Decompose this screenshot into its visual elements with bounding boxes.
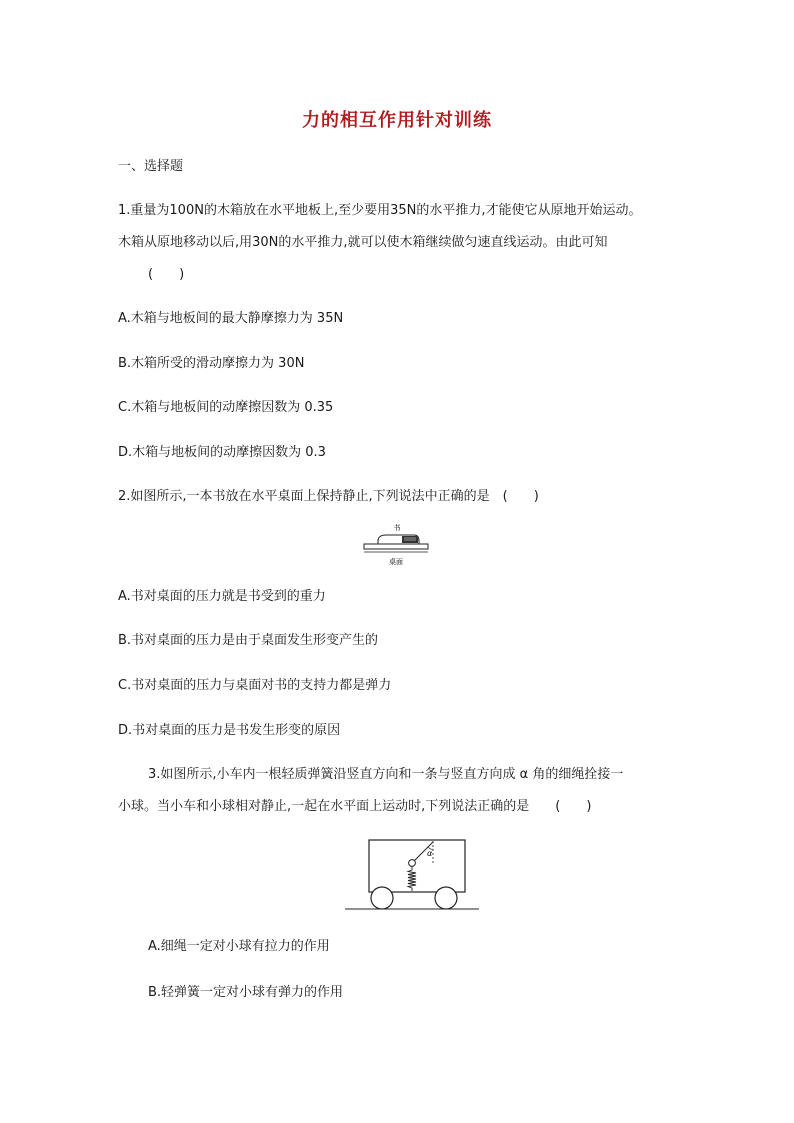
q1-option-d: D.木箱与地板间的动摩擦因数为 0.3 [118, 445, 326, 460]
q1-answer-bracket: ( ) [148, 267, 185, 282]
q2-option-c: C.书对桌面的压力与桌面对书的支持力都是弹力 [118, 678, 392, 693]
q1-stem-line2: 木箱从原地移动以后,用30N的水平推力,就可以使木箱继续做匀速直线运动。由此可知 [118, 235, 608, 250]
q3-option-b: B.轻弹簧一定对小球有弹力的作用 [148, 985, 344, 1000]
cart-body-drawing [369, 840, 465, 892]
q3-option-a: A.细绳一定对小球有拉力的作用 [148, 939, 330, 954]
book-drawing [378, 535, 419, 544]
q1-option-c: C.木箱与地板间的动摩擦因数为 0.35 [118, 400, 334, 415]
angle-alpha-label: α [427, 849, 433, 858]
q2-option-d: D.书对桌面的压力是书发生形变的原因 [118, 723, 341, 738]
book-label: 书 [393, 524, 401, 532]
q1-option-a: A.木箱与地板间的最大静摩擦力为 35N [118, 311, 344, 326]
section-heading: 一、选择题 [118, 159, 184, 174]
q3-stem-line2: 小球。当小车和小球相对静止,一起在水平面上运动时,下列说法正确的是 ( ) [118, 799, 592, 814]
table-surface-drawing [364, 544, 428, 552]
document-title: 力的相互作用针对训练 [302, 110, 492, 131]
ball-drawing [409, 860, 416, 867]
cart-spring-figure [340, 832, 490, 916]
q2-option-b: B.书对桌面的压力是由于桌面发生形变产生的 [118, 633, 379, 648]
q2-stem: 2.如图所示,一本书放在水平桌面上保持静止,下列说法中正确的是 ( ) [118, 489, 539, 504]
table-label: 桌面 [389, 558, 403, 566]
book-on-table-figure [356, 522, 436, 572]
q1-option-b: B.木箱所受的滑动摩擦力为 30N [118, 356, 305, 371]
q2-option-a: A.书对桌面的压力就是书受到的重力 [118, 589, 326, 604]
q3-stem-line1: 3.如图所示,小车内一根轻质弹簧沿竖直方向和一条与竖直方向成 α 角的细绳拴接一 [148, 767, 624, 782]
q1-stem-line1: 1.重量为100N的木箱放在水平地板上,至少要用35N的水平推力,才能使它从原地开始运动。 [118, 203, 642, 218]
